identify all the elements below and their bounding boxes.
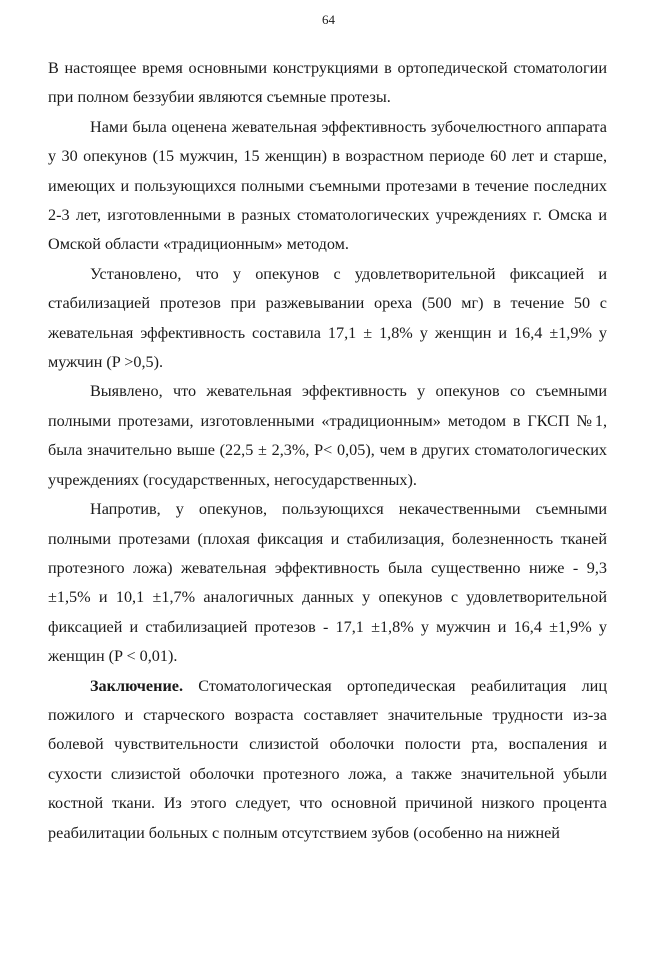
paragraph-5: Напротив, у опекунов, пользующихся некачественными съемными полными протезами (плохая фиксация и стабилизация, болезненность тканей протезного ложа) жевательная эффективность была существенно ниже - 9,3 ±1,5% и 10,1 ±1,7% аналогичных данных у опекунов с удовлетворительной фиксацией и стабилизацией протезов - 17,1 ±1,8% у мужчин и 16,4 ±1,9% у женщин (P < 0,01). <box>48 500 607 666</box>
paragraph-3: Установлено, что у опекунов с удовлетворительной фиксацией и стабилизацией протезов при разжевывании ореха (500 мг) в течение 50 с жевательная эффективность составила 17,1 ± 1,8% у женщин и 16,4 ±1,9% у мужчин (P >0,5). <box>48 264 607 372</box>
document-body <box>48 54 607 848</box>
conclusion-heading: Заключение. <box>90 676 183 695</box>
conclusion-text: Стоматологическая ортопедическая реабилитация лиц пожилого и старческого возраста составляет значительные трудности из-за болевой чувствительности слизистой оболочки полости рта, воспаления и сухости слизистой оболочки протезного ложа, а также значительной убыли костной ткани. Из этого следует, что основной причиной низкого процента реабилитации больных с полным отсутствием зубов (особенно на нижней <box>48 676 607 842</box>
paragraph-2: Нами была оценена жевательная эффективность зубочелюстного аппарата у 30 опекунов (15 мужчин, 15 женщин) в возрастном периоде 60 лет и старше, имеющих и пользующихся полными съемными протезами в течение последних 2-3 лет, изготовленными в разных стоматологических учреждениях г. Омска и Омской области «традиционным» методом. <box>48 117 607 254</box>
paragraph-1: В настоящее время основными конструкциями в ортопедической стоматологии при полном беззубии являются съемные протезы. <box>48 59 607 107</box>
paragraph-4: Выявлено, что жевательная эффективность у опекунов со съемными полными протезами, изготовленными «традиционным» методом в ГКСП №1, была значительно выше (22,5 ± 2,3%, P< 0,05), чем в других стоматологических учреждениях (государственных, негосударственных). <box>48 382 607 489</box>
page-number: 64 <box>322 12 335 27</box>
paragraph-conclusion <box>48 672 607 848</box>
